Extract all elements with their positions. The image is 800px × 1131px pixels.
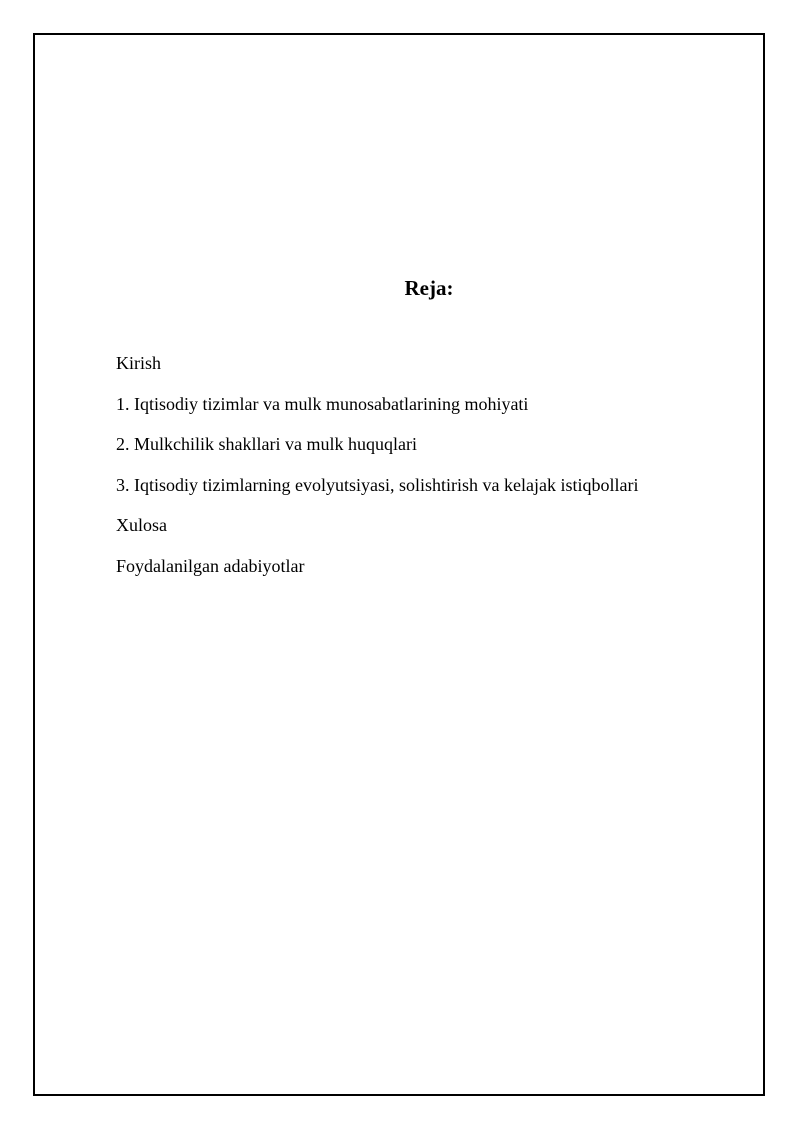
plan-item-chapter-2: 2. Mulkchilik shakllari va mulk huquqlari: [116, 434, 417, 454]
plan-item-introduction: Kirish: [116, 353, 161, 373]
plan-item-conclusion: Xulosa: [116, 515, 167, 535]
page-title: Reja:: [404, 276, 454, 300]
plan-list: [116, 350, 638, 593]
plan-item-chapter-3: 3. Iqtisodiy tizimlarning evolyutsiyasi, solishtirish va kelajak istiqbollari: [116, 474, 639, 495]
plan-item-references: Foydalanilgan adabiyotlar: [116, 555, 305, 576]
plan-item-chapter-1: 1. Iqtisodiy tizimlar va mulk munosabatlarining mohiyati: [116, 393, 529, 414]
